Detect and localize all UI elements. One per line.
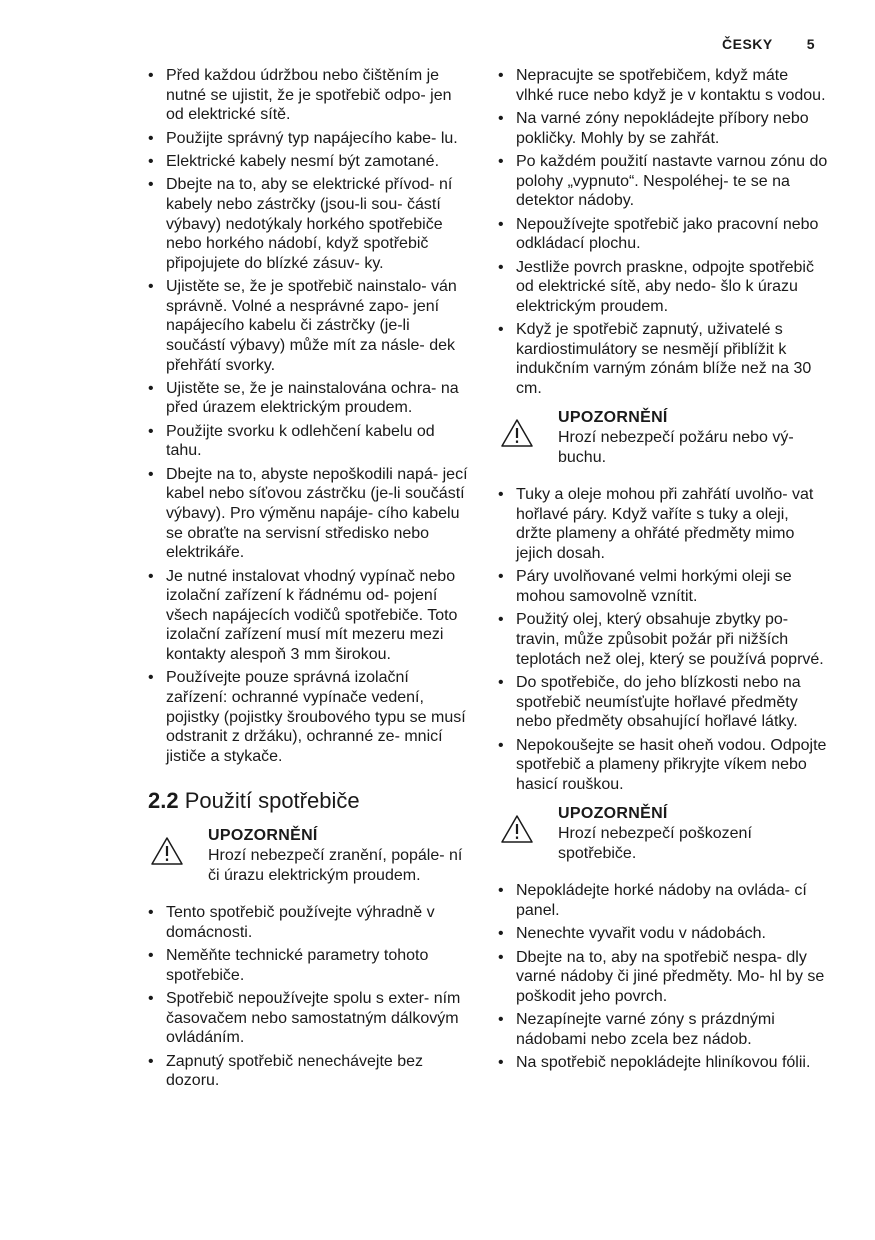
warning-text: Hrozí nebezpečí zranění, popále- ní či úrazu elektrickým proudem.: [208, 846, 463, 884]
warning-text: Hrozí nebezpečí požáru nebo vý- buchu.: [558, 429, 794, 466]
list-item: • Ujistěte se, že je spotřebič nainstalo- ván správně. Volné a nesprávné zapo- jení napájecího kabelu či zástrčky (je-li součástí výbavy) může mít za násle- dek přehřátí svorky.: [148, 277, 473, 375]
bullet-list-1: [498, 66, 828, 398]
bullet-list-3: [498, 881, 828, 1073]
warning-box: [498, 408, 828, 467]
list-item: • Spotřebič nepoužívejte spolu s exter- ním časovačem nebo samostatným dálkovým ovládáním.: [148, 989, 473, 1048]
list-item: • Když je spotřebič zapnutý, uživatelé s kardiostimulátory se nesmějí přiblížit k indukčním varným zónám blíže než na 30 cm.: [498, 320, 828, 398]
warning-title: UPOZORNĚNÍ: [558, 409, 668, 427]
page-header: [722, 36, 815, 52]
list-item: • Do spotřebiče, do jeho blízkosti nebo na spotřebič neumísťujte hořlavé předměty nebo předměty obsahující hořlavé látky.: [498, 673, 828, 732]
list-item: • Jestliže povrch praskne, odpojte spotřebič od elektrické sítě, aby nedo- šlo k úrazu elektrickým proudem.: [498, 258, 828, 317]
list-item: • Ujistěte se, že je nainstalována ochra- na před úrazem elektrickým proudem.: [148, 379, 473, 418]
warning-title: UPOZORNĚNÍ: [558, 805, 668, 823]
list-item: • Na varné zóny nepokládejte příbory nebo pokličky. Mohly by se zahřát.: [498, 109, 828, 148]
list-item: • Nepoužívejte spotřebič jako pracovní nebo odkládací plochu.: [498, 215, 828, 254]
right-column: [498, 66, 828, 1076]
list-item: • Tuky a oleje mohou při zahřátí uvolňo- vat hořlavé páry. Když vaříte s tuky a oleji, držte plameny a ohřáté předměty mimo jejich dosah.: [498, 485, 828, 563]
list-item: • Nepokládejte horké nádoby na ovláda- cí panel.: [498, 881, 828, 920]
list-item: • Použijte svorku k odlehčení kabelu od tahu.: [148, 422, 473, 461]
bullet-list-2: [498, 485, 828, 794]
list-item: • Po každém použití nastavte varnou zónu do polohy „vypnuto“. Nespoléhej- te se na detektor nádoby.: [498, 152, 828, 211]
list-item: • Dbejte na to, aby se elektrické přívod- ní kabely nebo zástrčky (jsou-li sou- částí výbavy) nedotýkaly horkého spotřebiče nebo horkého nádobí, když spotřebič připojujete do blízké zásuv- ky.: [148, 175, 473, 273]
list-item: • Nenechte vyvařit vodu v nádobách.: [498, 924, 828, 944]
list-item: • Tento spotřebič používejte výhradně v domácnosti.: [148, 903, 473, 942]
list-item: • Před každou údržbou nebo čištěním je nutné se ujistit, že je spotřebič odpo- jen od elektrické sítě.: [148, 66, 473, 125]
language-label: ČESKY: [722, 36, 773, 52]
list-item: • Dbejte na to, aby na spotřebič nespa- dly varné nádoby či jiné předměty. Mo- hl by se poškodit jeho povrch.: [498, 948, 828, 1007]
list-item: • Použijte správný typ napájecího kabe- lu.: [148, 129, 473, 149]
left-column: [148, 66, 473, 1095]
warning-triangle-icon: [500, 418, 534, 448]
warning-triangle-icon: [150, 836, 184, 866]
list-item: • Elektrické kabely nesmí být zamotané.: [148, 152, 473, 172]
section-title: Použití spotřebiče: [184, 788, 360, 814]
list-item: • Používejte pouze správná izolační zařízení: ochranné vypínače vedení, pojistky (pojistky šroubového typu se musí odstranit z držáku), ochranné ze- mnicí jističe a stykače.: [148, 668, 473, 766]
bullet-list-top: [148, 66, 473, 766]
list-item: • Zapnutý spotřebič nenechávejte bez dozoru.: [148, 1052, 473, 1091]
list-item: • Na spotřebič nepokládejte hliníkovou fólii.: [498, 1053, 828, 1073]
section-number: 2.2: [148, 788, 179, 814]
section-heading: [148, 788, 473, 814]
warning-box: [148, 826, 473, 885]
list-item: • Páry uvolňované velmi horkými oleji se mohou samovolně vznítit.: [498, 567, 828, 606]
warning-text: Hrozí nebezpečí poškození spotřebiče.: [558, 824, 752, 862]
warning-title: UPOZORNĚNÍ: [208, 827, 318, 845]
list-item: • Neměňte technické parametry tohoto spotřebiče.: [148, 946, 473, 985]
list-item: • Nezapínejte varné zóny s prázdnými nádobami nebo zcela bez nádob.: [498, 1010, 828, 1049]
list-item: • Použitý olej, který obsahuje zbytky po- travin, může způsobit požár při nižších teplotách než olej, který se používá poprvé.: [498, 610, 828, 669]
warning-triangle-icon: [500, 814, 534, 844]
list-item: • Dbejte na to, abyste nepoškodili napá- jecí kabel nebo síťovou zástrčku (je-li součástí výbavy). Pro výměnu napáje- cího kabelu se obraťte na servisní středisko nebo elektrikáře.: [148, 465, 473, 563]
list-item: • Nepokoušejte se hasit oheň vodou. Odpojte spotřebič a plameny přikryjte víkem nebo hasicí rouškou.: [498, 736, 828, 795]
warning-box: [498, 804, 828, 863]
bullet-list-bottom: [148, 903, 473, 1091]
list-item: • Je nutné instalovat vhodný vypínač nebo izolační zařízení k řádnému od- pojení všech napájecích vodičů spotřebiče. Toto izolační zařízení musí mít mezeru mezi kontakty alespoň 3 mm širokou.: [148, 567, 473, 665]
page-number: 5: [806, 36, 816, 52]
list-item: • Nepracujte se spotřebičem, když máte vlhké ruce nebo když je v kontaktu s vodou.: [498, 66, 828, 105]
